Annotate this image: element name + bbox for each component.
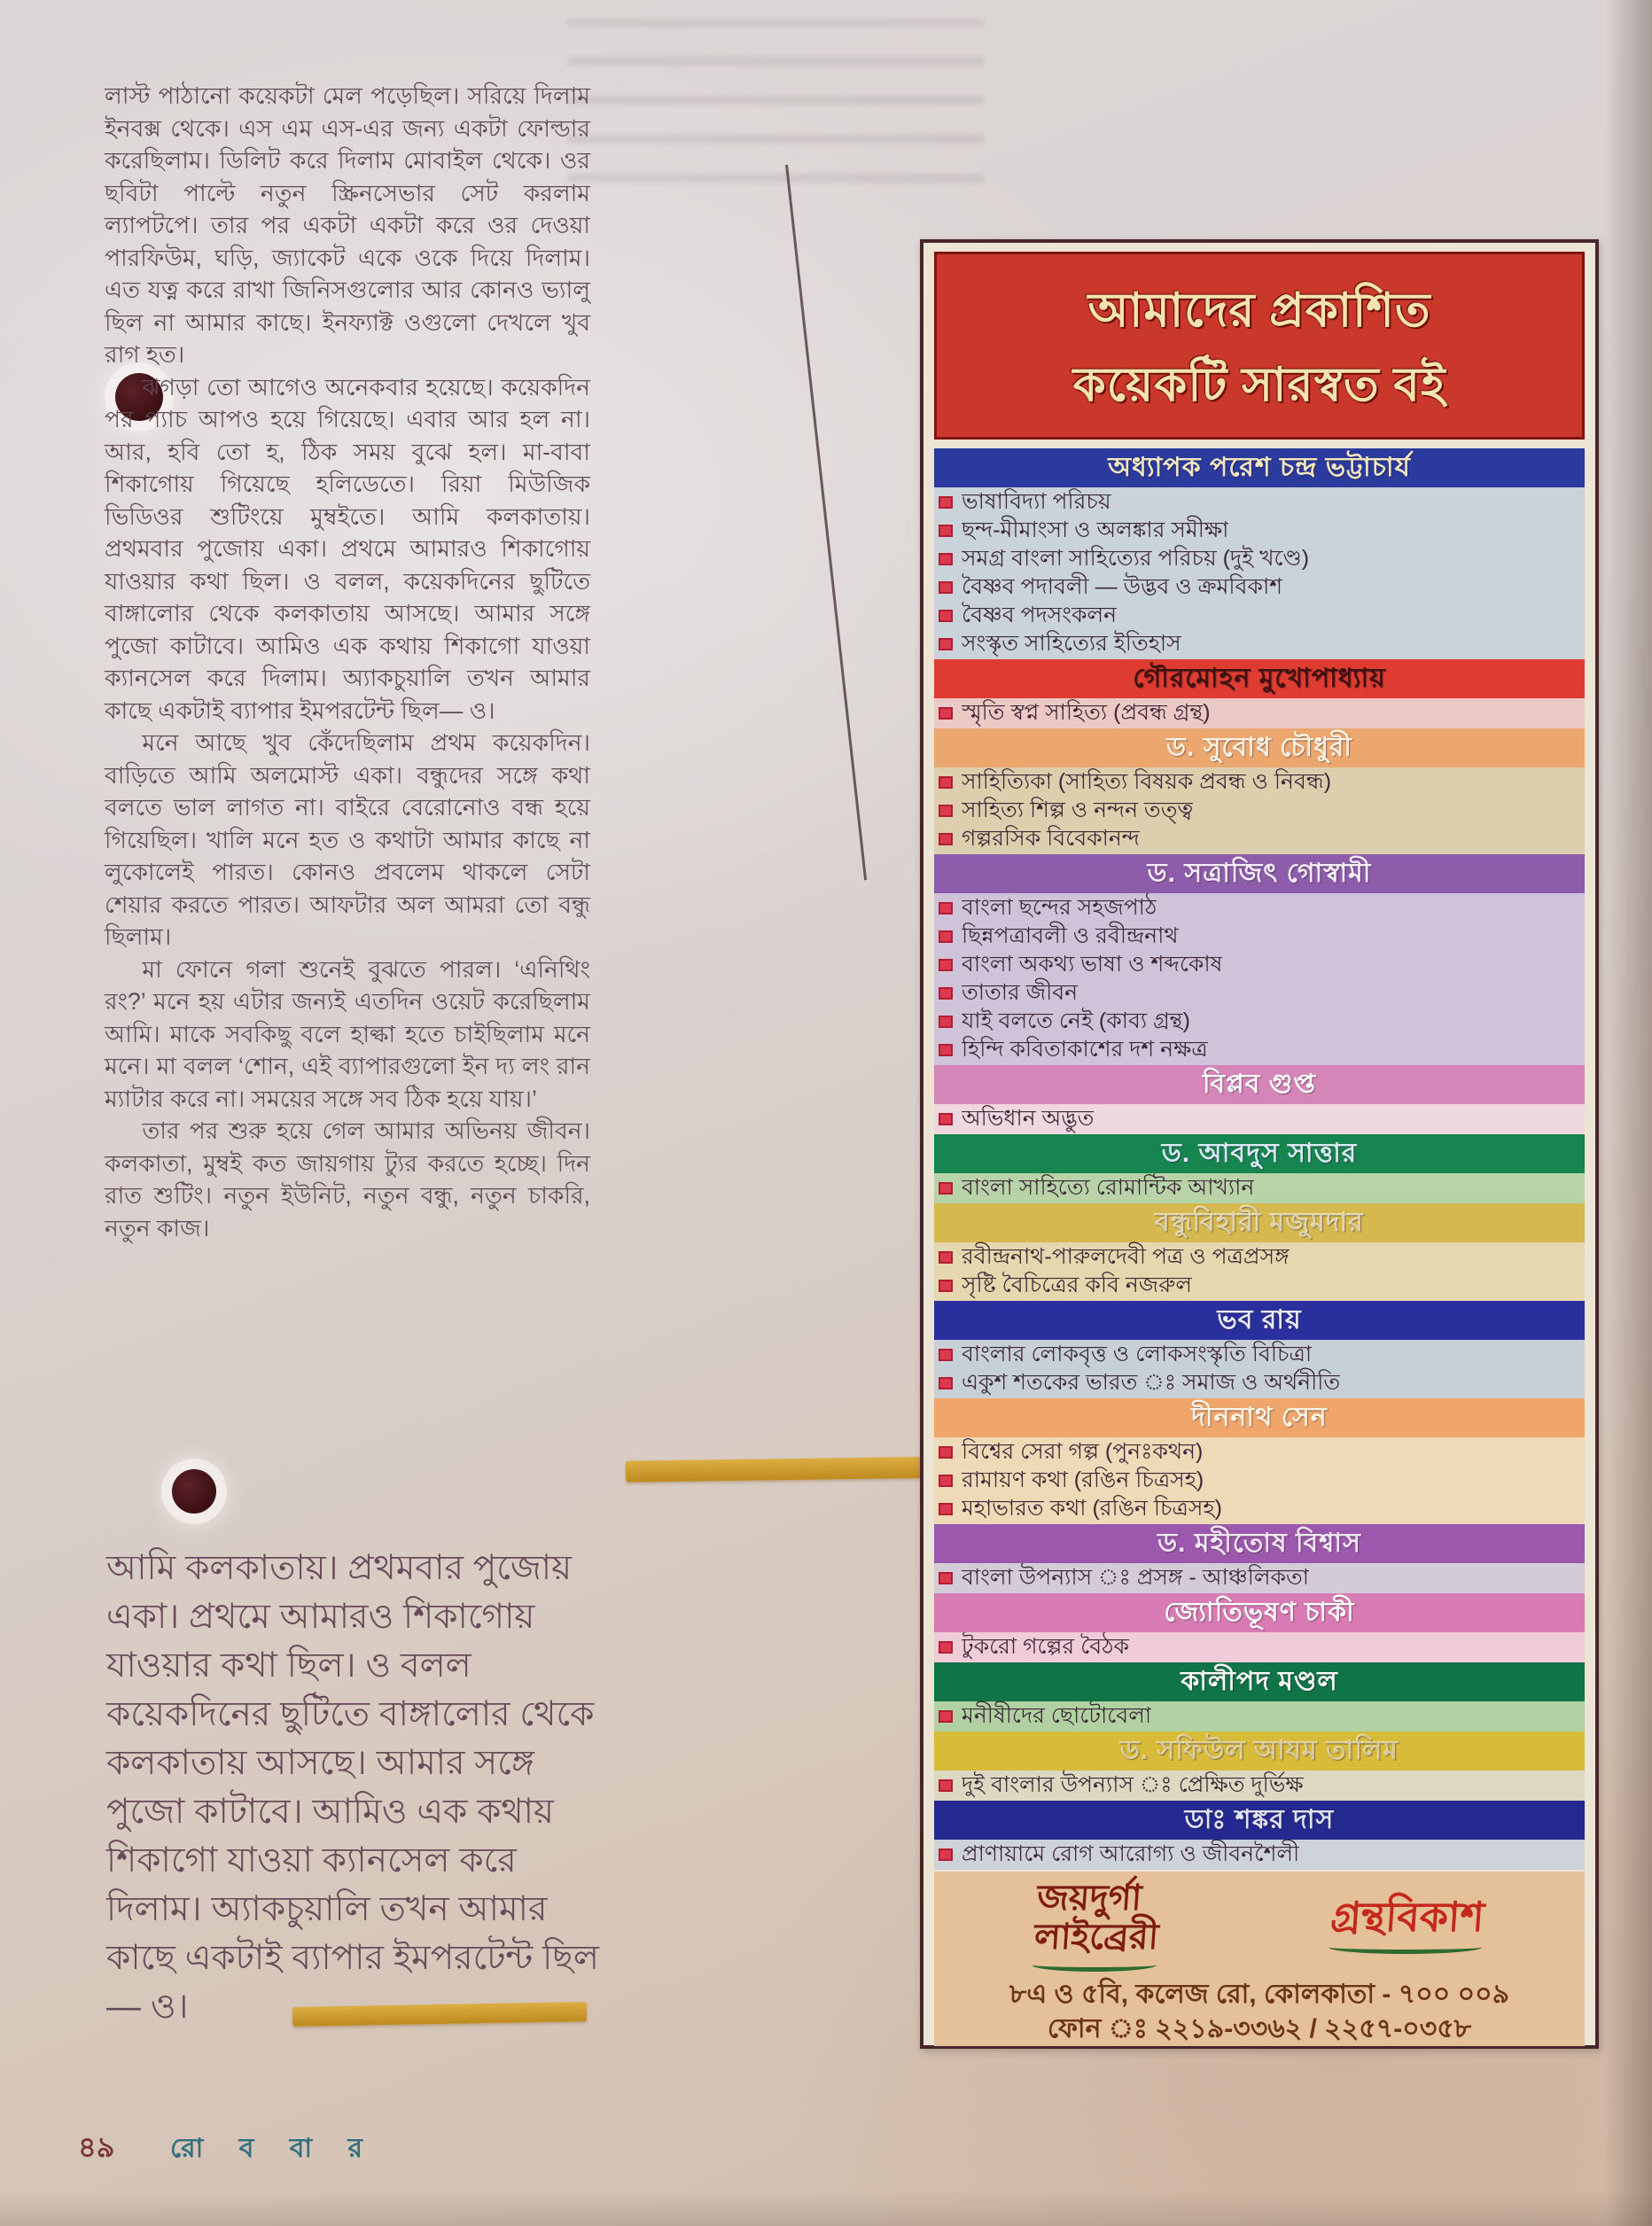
ad-section	[934, 1134, 1585, 1203]
ad-section-items	[934, 1840, 1585, 1870]
ad-section	[934, 1801, 1585, 1870]
ad-section-items	[934, 1563, 1585, 1593]
book-title: বৈষ্ণব পদসংকলন	[962, 602, 1118, 627]
book-title: যাই বলতে নেই (কাব্য গ্রন্থ)	[962, 1008, 1190, 1033]
ad-section	[934, 659, 1585, 728]
bullet-square-icon	[939, 581, 953, 594]
book-list-item	[934, 825, 1585, 853]
book-title: গল্পরসিক বিবেকানন্দ	[962, 825, 1140, 851]
ad-section-items	[934, 1340, 1585, 1398]
book-title: সাহিত্যিকা (সাহিত্য বিষয়ক প্রবন্ধ ও নিবন্ধ)	[962, 768, 1332, 794]
bullet-square-icon	[939, 1113, 953, 1125]
book-title: বাংলা উপন্যাস ঃ প্রসঙ্গ - আঞ্চলিকতা	[962, 1564, 1309, 1590]
logo-left-line2: লাইব্রেরী	[1032, 1918, 1160, 1957]
article-paragraph: মা ফোনে গলা শুনেই বুঝতে পারল। ‘এনিথিং রং?’ মনে হয় এটার জন্যই এতদিন ওয়েট করেছিলাম আমি। মাকে সবকিছু বলে হাল্কা হতে চাইছিলাম মনে মনে। মা বলল ‘শোন, এই ব্যাপারগুলো ইন দ্য লং রান ম্যাটার করে না। সময়ের সঙ্গে সব ঠিক হয়ে যায়।’	[105, 955, 590, 1112]
bullet-square-icon	[939, 1475, 953, 1487]
book-title: হিন্দি কবিতাকাশের দশ নক্ষত্র	[962, 1036, 1208, 1062]
bullet-square-icon	[939, 1349, 953, 1361]
logo-underline-swoosh	[1328, 1941, 1482, 1954]
book-list-item	[934, 1369, 1585, 1397]
book-list-item	[934, 1702, 1585, 1731]
book-title: অভিধান অদ্ভুত	[962, 1105, 1095, 1131]
book-title: একুশ শতকের ভারত ঃ সমাজ ও অর্থনীতি	[962, 1369, 1341, 1395]
bullet-square-icon	[939, 1779, 953, 1792]
publisher-address: ৮এ ও ৫বি, কলেজ রো, কোলকাতা - ৭০০ ০০৯	[1009, 1980, 1510, 2009]
publisher-phone: ফোন ঃ ২২১৯-৩৩৬২ / ২২৫৭-০৩৫৮	[1047, 2014, 1472, 2043]
article-paragraph: ঝগড়া তো আগেও অনেকবার হয়েছে। কয়েকদিন পর প্যাচ আপও হয়ে গিয়েছে। এবার আর হল না। আর, হবি তো হ, ঠিক সময় বুঝে হল। মা-বাবা শিকাগোয় গিয়েছে হলিডেতে। রিয়া মিউজিক ভিডিওর শুটিংয়ে মুম্বইতে। আমি কলকাতায়। প্রথমবার পুজোয় একা। প্রথমে আমারও শিকাগোয় যাওয়ার কথা ছিল। ও বলল, কয়েকদিনের ছুটিতে বাঙ্গালোর থেকে কলকাতায় আসছে। আমার সঙ্গে পুজো কাটাবে। আমিও এক কথায় শিকাগো যাওয়া ক্যানসেল করে দিলাম। অ্যাকচুয়ালি তখন আমার কাছে একটাই ব্যাপার ইমপরটেন্ট ছিল— ও।	[105, 373, 590, 724]
ad-sections	[934, 448, 1585, 1870]
ad-section-items	[934, 1437, 1585, 1524]
article-paragraph: তার পর শুরু হয়ে গেল আমার অভিনয় জীবন। কলকাতা, মুম্বই কত জায়গায় ট্যুর করতে হচ্ছে। দিন রাত শুটিং। নতুন ইউনিট, নতুন বন্ধু, নতুন চাকরি, নতুন কাজ।	[105, 1117, 590, 1241]
book-title: সংস্কৃত সাহিত্যের ইতিহাস	[962, 630, 1181, 656]
book-title: ভাষাবিদ্যা পরিচয়	[962, 488, 1111, 514]
ad-section	[934, 1662, 1585, 1732]
publisher-logos	[934, 1879, 1585, 1972]
logo-underline-swoosh	[1032, 1958, 1157, 1972]
book-title: রবীন্দ্রনাথ-পারুলদেবী পত্র ও পত্রপ্রসঙ্গ	[962, 1243, 1290, 1269]
column-divider-rule	[785, 165, 867, 880]
book-title: মহাভারত কথা (রঙিন চিত্রসহ)	[962, 1495, 1222, 1521]
book-title: সমগ্র বাংলা সাহিত্যের পরিচয় (দুই খণ্ডে)	[962, 545, 1310, 571]
logo-left-line1: জয়দুর্গা	[1035, 1879, 1144, 1918]
book-title: দুই বাংলার উপন্যাস ঃ প্রেক্ষিত দুর্ভিক্ষ	[962, 1771, 1304, 1797]
ad-section	[934, 1301, 1585, 1398]
ad-section-author: গৌরমোহন মুখোপাধ্যায়	[934, 659, 1585, 698]
magazine-name: রো ব বা র	[170, 2134, 377, 2163]
ad-section-items	[934, 1632, 1585, 1662]
bullet-square-icon	[939, 987, 953, 1000]
ad-section-author: ডাঃ শঙ্কর দাস	[934, 1801, 1585, 1840]
bullet-square-icon	[939, 1446, 953, 1459]
bullet-square-icon	[939, 805, 953, 817]
bullet-square-icon	[939, 1251, 953, 1264]
ad-section-author: জ্যোতিভূষণ চাকী	[934, 1593, 1585, 1632]
bullet-square-icon	[939, 1849, 953, 1861]
book-title: সাহিত্য শিল্প ও নন্দন তত্ত্ব	[962, 797, 1194, 822]
bullet-square-icon	[939, 776, 953, 789]
bullet-square-icon	[939, 1044, 953, 1056]
ad-section	[934, 1593, 1585, 1662]
book-title: টুকরো গল্পের বৈঠক	[962, 1633, 1129, 1659]
ad-section-items	[934, 1242, 1585, 1301]
book-list-item	[934, 1174, 1585, 1203]
bullet-square-icon	[939, 1182, 953, 1195]
ad-section-author: ড. আবদুস সাত্তার	[934, 1134, 1585, 1173]
bullet-square-icon	[939, 902, 953, 915]
book-title: প্রাণায়ামে রোগ আরোগ্য ও জীবনশৈলী	[962, 1841, 1300, 1866]
ad-section-author: বন্ধুবিহারী মজুমদার	[934, 1203, 1585, 1242]
page-number: ৪৯	[78, 2131, 115, 2163]
ad-section-items	[934, 1173, 1585, 1203]
article-body-column	[105, 80, 590, 1244]
article-paragraph: মনে আছে খুব কেঁদেছিলাম প্রথম কয়েকদিন। বাড়িতে আমি অলমোস্ট একা। বন্ধুদের সঙ্গে কথা বলতে ভাল লাগত না। বাইরে বেরোনোও বন্ধ হয়ে গিয়েছিল। খালি মনে হত ও কথাটা আমার কাছে না লুকোলেই পারত। কোনও প্রবলেম থাকলে সেটা শেয়ার করতে পারত। আফটার অল আমরা তো বন্ধু ছিলাম।	[105, 729, 590, 950]
ad-section	[934, 1203, 1585, 1301]
ad-section	[934, 448, 1585, 659]
bullet-square-icon	[939, 1710, 953, 1723]
logo-right-text: গ্রন্থবিকাশ	[1329, 1894, 1486, 1940]
book-list-item	[934, 1036, 1585, 1064]
book-list-item	[934, 1495, 1585, 1523]
ad-section-items	[934, 1701, 1585, 1732]
ad-section-author: ড. মহীতোষ বিশ্বাস	[934, 1524, 1585, 1563]
bullet-square-icon	[939, 707, 953, 720]
ad-section-author: ড. সফিউল আযম তালিম	[934, 1732, 1585, 1771]
bleed-through-ghost	[567, 19, 984, 197]
article-paragraph: লাস্ট পাঠানো কয়েকটা মেল পড়েছিল। সরিয়ে দিলাম ইনবক্স থেকে। এস এম এস-এর জন্য একটা ফোল্ডার করেছিলাম। ডিলিট করে দিলাম মোবাইল থেকে। ওর ছবিটা পাল্টে নতুন স্ক্রিনসেভার সেট করলাম ল্যাপটপে। তার পর একটা একটা করে ওর দেওয়া পারফিউম, ঘড়ি, জ্যাকেট একে ওকে দিয়ে দিলাম। এত যত্ন করে রাখা জিনিসগুলোর আর কোনও ভ্যালু ছিল না আমার কাছে। ইনফ্যাক্ট ওগুলো দেখলে খুব রাগ হত।	[105, 82, 590, 368]
ad-section-items	[934, 767, 1585, 854]
publisher-ad-box	[920, 239, 1599, 2049]
book-title: বাংলা সাহিত্যে রোমান্টিক আখ্যান	[962, 1174, 1255, 1200]
bullet-square-icon	[939, 1503, 953, 1515]
book-title: বিশ্বের সেরা গল্প (পুনঃকথন)	[962, 1438, 1204, 1464]
book-list-item	[934, 1633, 1585, 1662]
bullet-square-icon	[939, 959, 953, 971]
bullet-square-icon	[939, 553, 953, 565]
book-title: স্মৃতি স্বপ্ন সাহিত্য (প্রবন্ধ গ্রন্থ)	[962, 699, 1211, 725]
bullet-square-icon	[939, 1280, 953, 1292]
joydurga-library-logo	[1032, 1879, 1164, 1972]
bullet-square-icon	[939, 1016, 953, 1028]
punch-hole-bottom	[172, 1469, 216, 1514]
ad-section-items	[934, 893, 1585, 1065]
book-list-item	[934, 1771, 1585, 1800]
ad-section-items	[934, 1104, 1585, 1134]
ad-section-items	[934, 1771, 1585, 1801]
ad-section	[934, 1398, 1585, 1524]
bullet-square-icon	[939, 610, 953, 622]
ad-section-items	[934, 487, 1585, 659]
pull-quote: আমি কলকাতায়। প্রথমবার পুজোয় একা। প্রথমে আমারও শিকাগোয় যাওয়ার কথা ছিল। ও বলল কয়েকদিনের ছুটিতে বাঙ্গালোর থেকে কলকাতায় আসছে। আমার সঙ্গে পুজো কাটাবে। আমিও এক কথায় শিকাগো যাওয়া ক্যানসেল করে দিলাম। অ্যাকচুয়ালি তখন আমার কাছে একটাই ব্যাপার ইমপরটেন্ট ছিল— ও।	[106, 1549, 599, 2026]
book-list-item	[934, 1564, 1585, 1592]
book-title: তাতার জীবন	[962, 979, 1079, 1005]
bullet-square-icon	[939, 1572, 953, 1584]
book-list-item	[934, 1105, 1585, 1133]
book-title: সৃষ্টি বৈচিত্রের কবি নজরুল	[962, 1272, 1192, 1297]
ad-section	[934, 728, 1585, 854]
book-title: বাংলার লোকবৃত্ত ও লোকসংস্কৃতি বিচিত্রা	[962, 1341, 1313, 1366]
ad-section	[934, 1732, 1585, 1801]
bullet-square-icon	[939, 1377, 953, 1389]
book-title: মনীষীদের ছোটোবেলা	[962, 1702, 1152, 1728]
book-title: ছন্দ-মীমাংসা ও অলঙ্কার সমীক্ষা	[962, 517, 1229, 542]
book-title: বৈষ্ণব পদাবলী — উদ্ভব ও ক্রমবিকাশ	[962, 573, 1283, 599]
ad-section-author: ড. সত্রাজিৎ গোস্বামী	[934, 854, 1585, 893]
ad-section-author: দীননাথ সেন	[934, 1398, 1585, 1437]
book-title: ছিন্নপত্রাবলী ও রবীন্দ্রনাথ	[962, 922, 1179, 948]
book-title: রামায়ণ কথা (রঙিন চিত্রসহ)	[962, 1467, 1204, 1492]
ad-header-line1: আমাদের প্রকাশিত	[1087, 284, 1431, 337]
book-list-item	[934, 699, 1585, 728]
book-title: বাংলা ছন্দের সহজপাঠ	[962, 894, 1157, 920]
bullet-square-icon	[939, 496, 953, 509]
ad-section-author: অধ্যাপক পরেশ চন্দ্র ভট্টাচার্য	[934, 448, 1585, 487]
bullet-square-icon	[939, 525, 953, 537]
ad-footer	[934, 1872, 1585, 2046]
ad-section	[934, 1065, 1585, 1134]
ad-section-items	[934, 698, 1585, 728]
bullet-square-icon	[939, 1641, 953, 1654]
ad-header-line2: কয়েকটি সারস্বত বই	[1072, 359, 1446, 411]
ad-section-author: ভব রায়	[934, 1301, 1585, 1340]
ad-section	[934, 854, 1585, 1065]
ad-section-author: ড. সুবোধ চৌধুরী	[934, 728, 1585, 767]
bullet-square-icon	[939, 930, 953, 943]
book-list-item	[934, 630, 1585, 658]
granthabikash-logo	[1328, 1895, 1485, 1954]
book-list-item	[934, 1841, 1585, 1869]
bullet-square-icon	[939, 638, 953, 650]
gold-rule-top	[626, 1456, 962, 1482]
bullet-square-icon	[939, 833, 953, 845]
ad-section	[934, 1524, 1585, 1593]
book-title: বাংলা অকথ্য ভাষা ও শব্দকোষ	[962, 951, 1223, 977]
ad-section-author: কালীপদ মণ্ডল	[934, 1662, 1585, 1701]
ad-header	[934, 252, 1585, 440]
ad-section-author: বিপ্লব গুপ্ত	[934, 1065, 1585, 1104]
